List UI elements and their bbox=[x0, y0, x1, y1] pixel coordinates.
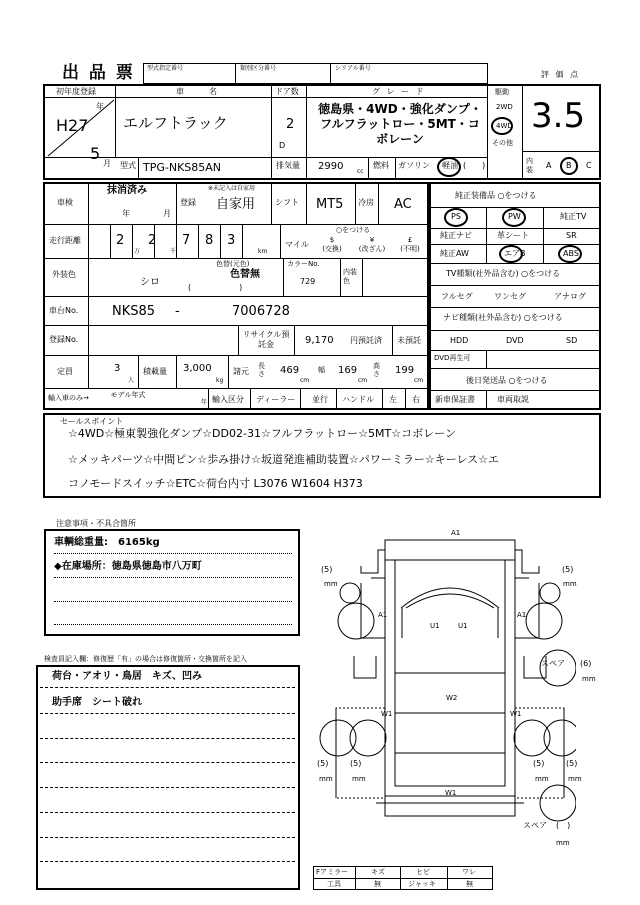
mileage-unit-man: 万 bbox=[134, 248, 141, 255]
drive-other: その他 bbox=[492, 139, 513, 147]
fuel-diesel-circle bbox=[437, 157, 461, 177]
mile-label: マイル bbox=[285, 240, 309, 249]
sales-label: セールスポイント bbox=[60, 417, 124, 426]
equip-airbag: エアB bbox=[504, 249, 526, 258]
cooling-label: 冷房 bbox=[358, 198, 374, 207]
tire-unit: mm bbox=[352, 775, 366, 783]
genuine-title: 純正装備品 ○をつける bbox=[455, 191, 537, 200]
length-unit: cm bbox=[300, 377, 310, 384]
aftermarket-manual: 車両取説 bbox=[497, 395, 529, 404]
handle-left: 左 bbox=[389, 395, 397, 404]
mileage-digit: 2 bbox=[116, 233, 125, 248]
doors-suffix: D bbox=[279, 141, 286, 150]
height-value: 199 bbox=[395, 365, 415, 376]
width-label: 幅 bbox=[318, 366, 325, 374]
color-label: 外装色 bbox=[52, 270, 76, 279]
legend-mirror: Fアミラー bbox=[316, 868, 349, 876]
tv-title: TV種類(社外品含む) ○をつける bbox=[446, 269, 561, 278]
height-label: 高さ bbox=[373, 362, 380, 378]
tire-rear-left-inner-value: (5) bbox=[350, 759, 362, 768]
displacement-value: 2990 bbox=[318, 161, 344, 172]
mileage-digit: 7 bbox=[182, 233, 191, 248]
shift-value: MT5 bbox=[316, 197, 344, 212]
equip-pw-circle bbox=[502, 208, 526, 227]
model-cert-label: 型式指定番号 bbox=[147, 65, 184, 72]
grade-label: グ レ ー ド bbox=[372, 87, 426, 96]
equip-airbag-circle bbox=[499, 245, 523, 263]
first-reg-label: 初年度登録 bbox=[56, 87, 96, 96]
notes-line: 車輌総重量: 6165kg bbox=[54, 537, 160, 548]
legend-break: ワレ bbox=[462, 868, 476, 876]
aftermarket-title: 後日発送品 ○をつける bbox=[466, 376, 548, 385]
dims-label: 諸元 bbox=[233, 367, 249, 376]
payload-label: 積載量 bbox=[143, 367, 167, 376]
displacement-unit: cc bbox=[357, 168, 364, 175]
capacity-unit: 人 bbox=[128, 377, 135, 384]
color-change-value: 色替無 bbox=[230, 269, 260, 280]
diagram-label-u1: U1 bbox=[430, 622, 440, 630]
drive-4wd: 4WD bbox=[496, 122, 513, 130]
tire-rear-left-outer-value: (5) bbox=[317, 759, 329, 768]
tire-unit: mm bbox=[319, 775, 333, 783]
drive-4wd-circle bbox=[491, 117, 513, 135]
equip-pw: PW bbox=[508, 212, 521, 221]
tire-unit: mm bbox=[324, 580, 338, 588]
header-code-box bbox=[143, 63, 488, 84]
spare-top-label: スペア bbox=[541, 659, 565, 668]
diagram-label-a1-top: A1 bbox=[451, 529, 461, 537]
interior-color-label: 内装色 bbox=[343, 268, 357, 285]
color-paren: ( ) bbox=[188, 283, 243, 292]
car-name: エルフトラック bbox=[123, 114, 228, 132]
diagram-label-w1-left: W1 bbox=[381, 710, 393, 718]
category-label: 類別区分番号 bbox=[240, 65, 277, 72]
equip-leather: 革シート bbox=[497, 231, 529, 240]
payload-value: 3,000 bbox=[183, 363, 212, 374]
inspector-line: 助手席 シート破れ bbox=[52, 697, 142, 708]
dvd-label: DVD再生可 bbox=[434, 354, 471, 362]
serial-label: シリアル番号 bbox=[335, 65, 371, 72]
sales-line: ☆4WD☆極東製強化ダンプ☆DD02-31☆フルフラットロー☆5MT☆コボレーン bbox=[68, 427, 456, 440]
notes-label: 注意事項・不具合箇所 bbox=[56, 519, 136, 528]
aftermarket-warranty: 新車保証書 bbox=[435, 395, 475, 404]
equip-navi: 純正ナビ bbox=[440, 231, 472, 240]
usage-label: 登録 bbox=[180, 198, 196, 207]
navi-dvd: DVD bbox=[506, 336, 524, 345]
color-change-label: 色替(元色) bbox=[216, 260, 250, 268]
diagram-label-a1-left: A1 bbox=[378, 611, 388, 619]
length-value: 469 bbox=[280, 365, 300, 376]
drive-2wd: 2WD bbox=[496, 103, 513, 111]
model-label: 型式 bbox=[120, 161, 136, 170]
capacity-value: 3 bbox=[114, 363, 121, 374]
navi-title: ナビ種類(社外品含む) ○をつける bbox=[443, 313, 563, 322]
mileage-unit-sen: 千 bbox=[170, 248, 177, 255]
equip-abs: ABS bbox=[563, 249, 579, 258]
handle-label: ハンドル bbox=[342, 395, 374, 404]
inspection-year: 年 bbox=[122, 209, 130, 218]
recycle-label: リサイクル預託金 bbox=[242, 330, 290, 349]
frame-label: 車台No. bbox=[49, 306, 79, 315]
tv-fullseg: フルセグ bbox=[441, 292, 473, 301]
navi-sd: SD bbox=[566, 336, 578, 345]
meter-check: ○をつける bbox=[336, 226, 371, 234]
legend-jack-value: 無 bbox=[466, 880, 473, 888]
color-value: シロ bbox=[140, 277, 160, 288]
import-cat-label: 輸入区分 bbox=[212, 395, 244, 404]
color-no-value: 729 bbox=[300, 277, 316, 286]
mileage-digit: 8 bbox=[205, 233, 214, 248]
meter-unknown: £ (不明) bbox=[400, 236, 420, 253]
navi-hdd: HDD bbox=[450, 336, 469, 345]
drive-label: 駆動 bbox=[495, 88, 509, 96]
reg-no-label: 登録No. bbox=[49, 335, 79, 344]
cooling-value: AC bbox=[394, 197, 412, 212]
spare-bottom-value: ( ) bbox=[556, 821, 571, 830]
import-dealer: ディーラー bbox=[256, 395, 296, 404]
sales-line: コノモードスイッチ☆ETC☆荷台内寸 L3076 W1604 H373 bbox=[68, 477, 363, 490]
meter-tampered: ¥ (改ざん) bbox=[358, 236, 386, 253]
recycle-value: 9,170 bbox=[305, 335, 334, 346]
doors-label: ドア数 bbox=[275, 87, 299, 96]
truck-diagram bbox=[316, 528, 576, 848]
model-year-unit: 年 bbox=[201, 399, 208, 406]
diagram-label-u1: U1 bbox=[458, 622, 468, 630]
tv-oneseg: ワンセグ bbox=[494, 292, 526, 301]
sales-line: ☆メッキパーツ☆中間ピン☆歩み掛け☆坂道発進補助装置☆パワーミラー☆キーレス☆エ bbox=[68, 453, 500, 466]
interior-c: C bbox=[586, 161, 592, 170]
import-label: 輸入車のみ→ bbox=[48, 394, 89, 402]
equip-abs-circle bbox=[558, 245, 582, 263]
import-parallel: 並行 bbox=[312, 395, 328, 404]
length-label: 長さ bbox=[258, 362, 265, 378]
fuel-label: 燃料 bbox=[373, 161, 389, 170]
equip-ps: PS bbox=[451, 212, 461, 221]
mileage-unit-km: km bbox=[258, 248, 268, 255]
legend-tools: 工具 bbox=[327, 880, 341, 888]
usage-value: 自家用 bbox=[216, 197, 256, 212]
tire-unit: mm bbox=[556, 839, 570, 847]
diagram-label-w2: W2 bbox=[446, 694, 458, 702]
tire-rear-right-inner-value: (5) bbox=[533, 759, 545, 768]
spare-top-value: (6) bbox=[580, 659, 592, 668]
inspection-month: 月 bbox=[163, 209, 171, 218]
diagram-label-w1-right: W1 bbox=[510, 710, 522, 718]
handle-right: 右 bbox=[412, 395, 420, 404]
equip-sr: SR bbox=[566, 231, 577, 240]
displacement-label: 排気量 bbox=[276, 161, 300, 170]
equip-tv: 純正TV bbox=[560, 212, 587, 221]
equip-aw: 純正AW bbox=[440, 249, 469, 258]
fuel-diesel: 軽油 bbox=[442, 161, 458, 170]
tire-front-right-value: (5) bbox=[562, 565, 574, 574]
month-unit: 月 bbox=[103, 159, 111, 168]
first-reg-year: H27 bbox=[56, 116, 89, 135]
fuel-gasoline: ガソリン bbox=[398, 161, 430, 170]
tire-unit: mm bbox=[568, 775, 582, 783]
color-no-label: カラーNo. bbox=[287, 260, 320, 268]
tire-unit: mm bbox=[563, 580, 577, 588]
interior-b: B bbox=[566, 161, 572, 170]
year-unit: 年 bbox=[96, 102, 104, 111]
shift-label: シフト bbox=[275, 198, 299, 207]
notes-line: ◆在庫場所：徳島県徳島市八万町 bbox=[54, 561, 202, 572]
inspector-line: 荷台・アオリ・鳥居 キズ、凹み bbox=[52, 671, 202, 682]
width-unit: cm bbox=[358, 377, 368, 384]
legend-tools-value: 無 bbox=[374, 880, 381, 888]
legend-jack: ジャッキ bbox=[408, 880, 436, 888]
form-title: 出 品 票 bbox=[62, 63, 135, 83]
tire-rear-right-outer-value: (5) bbox=[566, 759, 578, 768]
unregistered-note: ※未記入は自家用 bbox=[208, 185, 256, 192]
mileage-digit: 3 bbox=[227, 233, 236, 248]
diagram-label-a1-right: A1 bbox=[517, 611, 527, 619]
doors-value: 2 bbox=[286, 117, 295, 132]
recycle-unpaid: 未預託 bbox=[397, 336, 421, 345]
mileage-label: 走行距離 bbox=[49, 236, 81, 245]
interior-a: A bbox=[546, 161, 552, 170]
inspection-value: 抹消済み bbox=[107, 185, 147, 196]
model-year-label: モデル年式 bbox=[110, 391, 146, 399]
tv-analog: アナログ bbox=[554, 292, 586, 301]
car-name-label: 車 名 bbox=[176, 87, 220, 96]
height-unit: cm bbox=[414, 377, 424, 384]
meter-exchange: $ (交換) bbox=[322, 236, 342, 253]
grade-text: 徳島県・4WD・強化ダンプ・フルフラットロー・5MT・コボレーン bbox=[318, 102, 482, 146]
tire-unit: mm bbox=[535, 775, 549, 783]
tire-unit: mm bbox=[582, 675, 596, 683]
diagram-label-w1-bottom: W1 bbox=[445, 789, 457, 797]
spare-bottom-label: スペア bbox=[523, 821, 547, 830]
recycle-unit: 円預託済 bbox=[350, 336, 382, 345]
legend-crack: ヒビ bbox=[416, 868, 430, 876]
payload-unit: kg bbox=[216, 377, 224, 384]
model-value: TPG-NKS85AN bbox=[143, 161, 222, 174]
fuel-paren: ( ) bbox=[463, 161, 486, 170]
tire-front-left-value: (5) bbox=[321, 565, 333, 574]
frame-prefix: NKS85 bbox=[112, 304, 156, 319]
inspector-label: 検査員記入欄：修復歴「有」の場合は修復箇所・交換箇所を記入 bbox=[44, 655, 247, 663]
interior-b-circle bbox=[560, 157, 578, 175]
width-value: 169 bbox=[338, 365, 358, 376]
equip-ps-circle bbox=[444, 208, 468, 227]
mileage-digit: 2 bbox=[148, 233, 157, 248]
interior-label: 内装 bbox=[526, 157, 533, 174]
frame-dash: - bbox=[175, 304, 180, 319]
score-label: 評 価 点 bbox=[541, 70, 581, 79]
first-reg-month: 5 bbox=[90, 144, 101, 163]
capacity-label: 定員 bbox=[57, 367, 73, 376]
inspection-label: 車検 bbox=[57, 198, 73, 207]
frame-number: 7006728 bbox=[232, 304, 290, 319]
score-value: 3.5 bbox=[531, 96, 586, 136]
legend-scratch: キズ bbox=[371, 868, 385, 876]
